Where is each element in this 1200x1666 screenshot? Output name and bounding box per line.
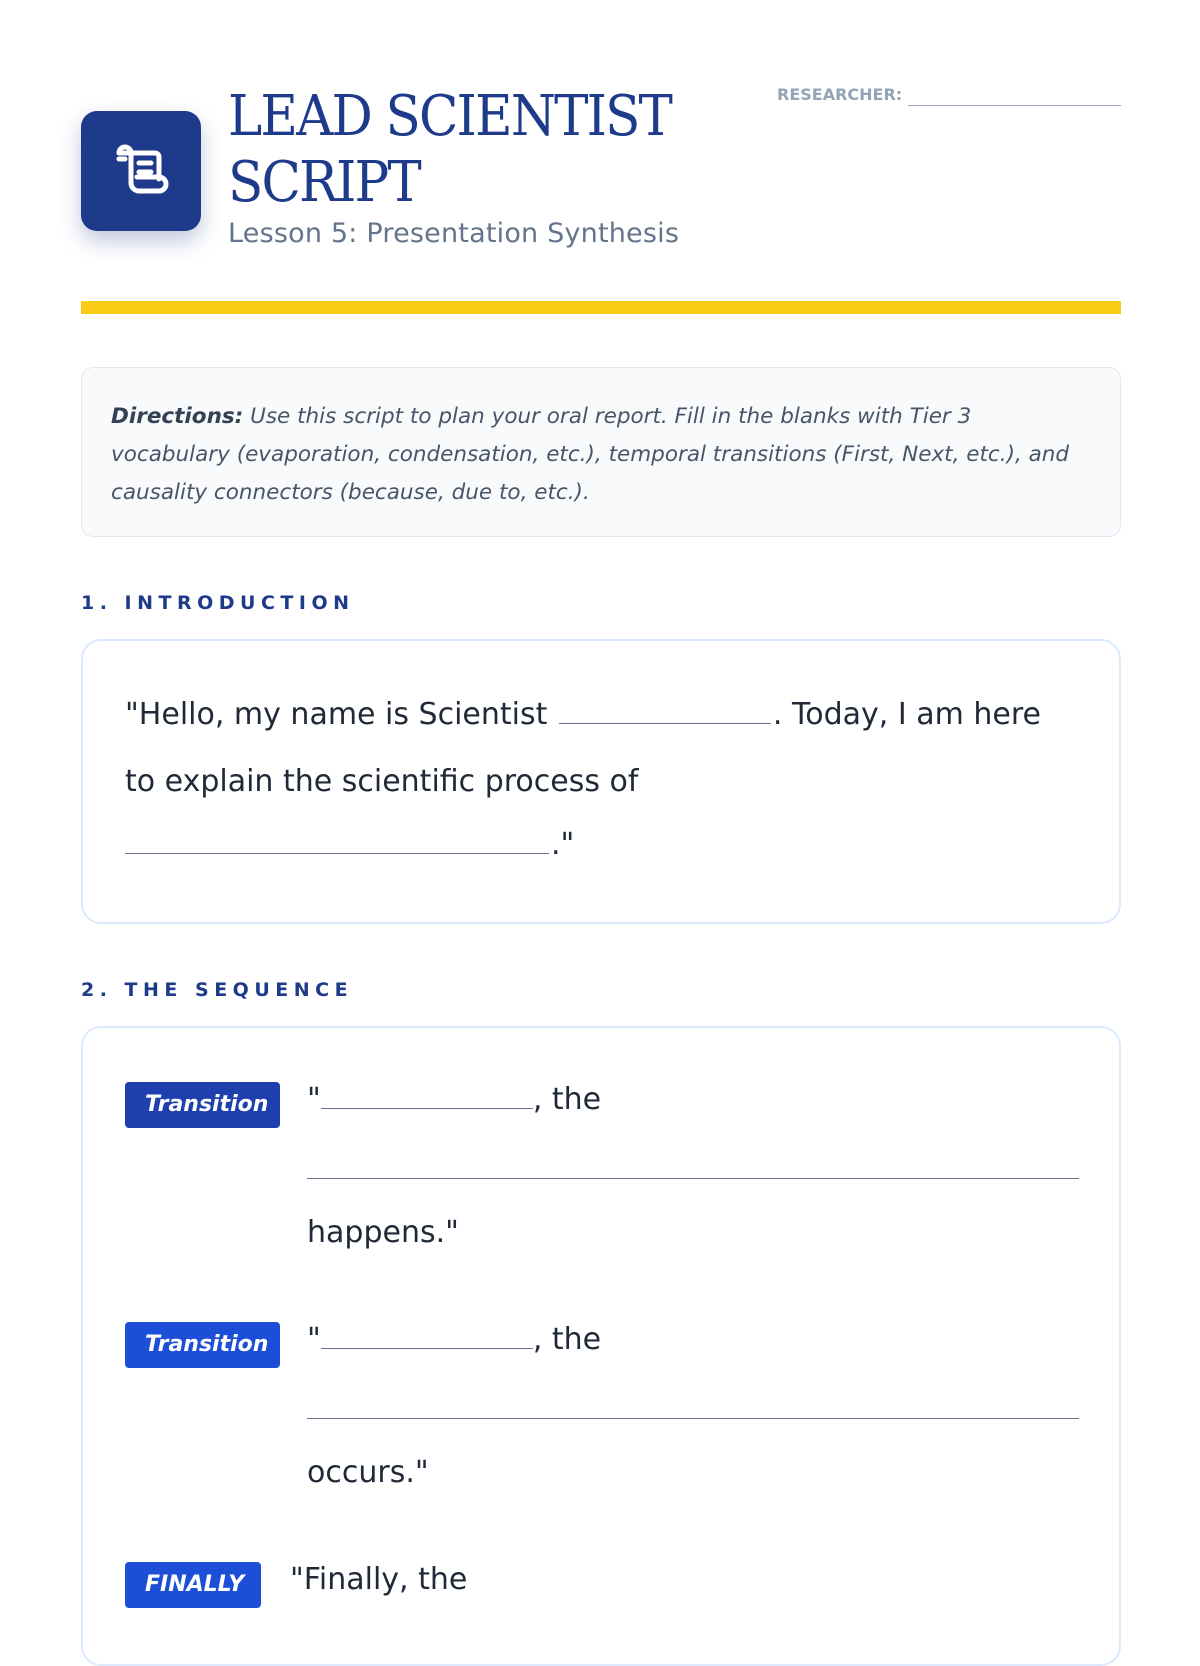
transition-badge-2: Transition (125, 1322, 280, 1368)
intro-text-a: "Hello, my name is Scientist (125, 697, 548, 732)
step-2-after-blank: , the (532, 1322, 602, 1357)
step-1-ending: happens." (307, 1215, 459, 1250)
intro-line-1 (125, 697, 1041, 732)
section-heading-sequence: 2. THE SEQUENCE (81, 979, 354, 1001)
section-heading-introduction: 1. INTRODUCTION (81, 592, 355, 614)
step-2-ending: occurs." (307, 1455, 429, 1490)
step-2-open-quote: " (307, 1322, 321, 1357)
title-line-2: SCRIPT (228, 150, 420, 215)
page-title (228, 84, 671, 216)
intro-text-b: . Today, I am here (772, 697, 1041, 732)
scroll-icon-tile (81, 111, 201, 231)
process-blank[interactable] (125, 852, 549, 854)
researcher-name-field[interactable] (908, 105, 1121, 106)
introduction-card (81, 639, 1121, 924)
transition-badge-1: Transition (125, 1082, 280, 1128)
step-2-event-blank[interactable] (307, 1418, 1079, 1419)
step-1-after-blank: , the (532, 1082, 602, 1117)
step-1-event-blank[interactable] (307, 1178, 1079, 1179)
sequence-step-2-line (307, 1322, 601, 1357)
sequence-step-1-line (307, 1082, 601, 1117)
intro-text-c: to explain the scientific process of (125, 764, 639, 799)
step-2-transition-blank[interactable] (321, 1347, 533, 1349)
scroll-icon (109, 139, 173, 203)
directions-text: Use this script to plan your oral report. Fill in the blanks with Tier 3 vocabulary (evaporation, condensation, etc.), temporal transitions (First, Next, etc.), and causality connectors (because, due to, etc.). (111, 404, 1070, 505)
step-1-transition-blank[interactable] (321, 1107, 533, 1109)
title-line-1: LEAD SCIENTIST (228, 84, 672, 149)
lesson-subtitle: Lesson 5: Presentation Synthesis (228, 218, 680, 249)
gold-divider (81, 301, 1121, 314)
intro-line-3 (125, 827, 574, 862)
step-3-text: "Finally, the (290, 1562, 468, 1597)
sequence-card (81, 1026, 1121, 1666)
directions-box (81, 367, 1121, 537)
step-1-open-quote: " (307, 1082, 321, 1117)
scientist-name-blank[interactable] (559, 722, 771, 724)
researcher-label: RESEARCHER: (777, 85, 903, 104)
intro-text-d: ." (551, 827, 575, 862)
directions-label: Directions: (111, 404, 244, 429)
finally-badge: FINALLY (125, 1562, 261, 1608)
